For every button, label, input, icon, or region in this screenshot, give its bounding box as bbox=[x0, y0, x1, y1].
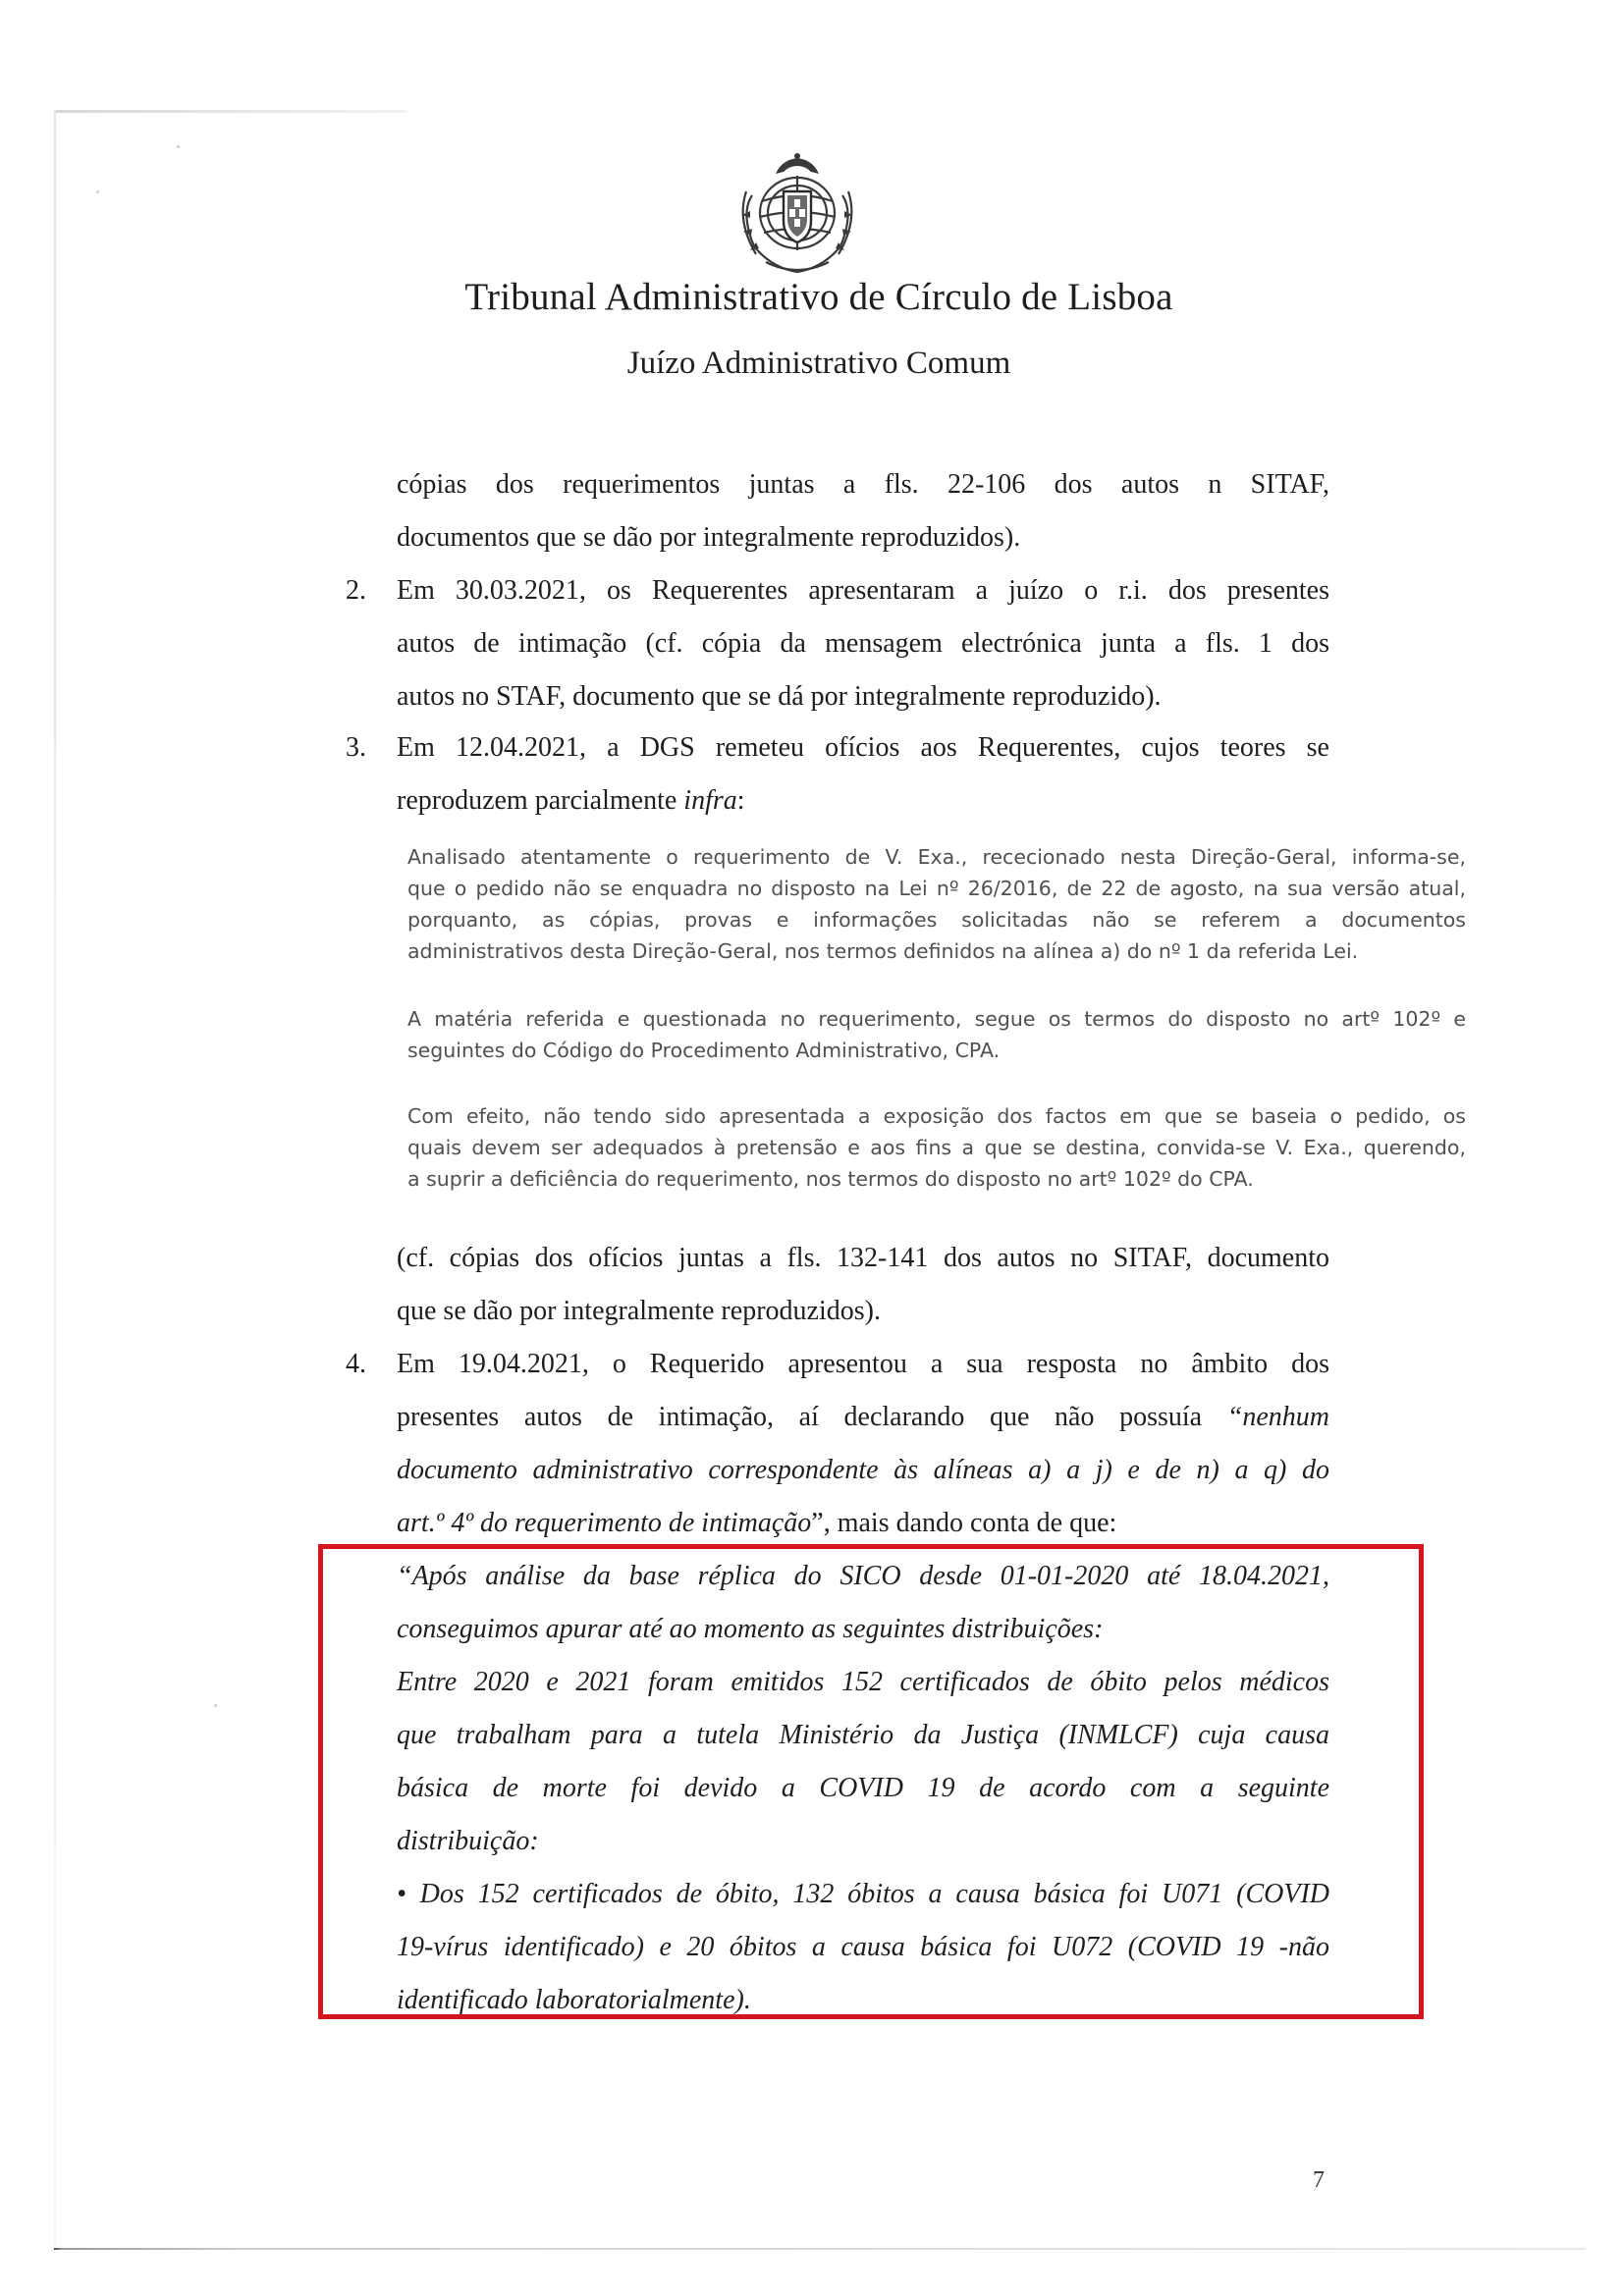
paragraph-line: documento administrativo correspondente às alíneas a) a j) e de n) a q) do bbox=[397, 1455, 1329, 1485]
text-run: : bbox=[736, 785, 745, 816]
scan-speck bbox=[96, 190, 99, 193]
highlighted-quote-line: Entre 2020 e 2021 foram emitidos 152 certificados de óbito pelos médicos bbox=[397, 1667, 1329, 1697]
quote-line: porquanto, as cópias, provas e informações solicitadas não se referem a documentos bbox=[407, 908, 1466, 932]
paragraph-line: autos no STAF, documento que se dá por integralmente reproduzido). bbox=[397, 681, 1162, 712]
quote-line: seguintes do Código do Procedimento Administrativo, CPA. bbox=[407, 1039, 1001, 1062]
highlighted-quote-line: conseguimos apurar até ao momento as seguintes distribuições: bbox=[397, 1614, 1104, 1644]
paragraph-line bbox=[397, 781, 1329, 821]
text-run: ”, mais dando conta de que: bbox=[811, 1508, 1117, 1538]
paragraph-line: Em 19.04.2021, o Requerido apresentou a sua resposta no âmbito dos bbox=[397, 1349, 1329, 1379]
paragraph-line: autos de intimação (cf. cópia da mensagem electrónica junta a fls. 1 dos bbox=[397, 628, 1329, 659]
text-run-italic: art.º 4º do requerimento de intimação bbox=[397, 1508, 812, 1538]
highlighted-quote-line: 19-vírus identificado) e 20 óbitos a causa básica foi U072 (COVID 19 -não bbox=[397, 1932, 1329, 1962]
quote-line: que o pedido não se enquadra no disposto na Lei nº 26/2016, de 22 de agosto, na sua versão atual, bbox=[407, 877, 1466, 900]
highlighted-quote-line: que trabalham para a tutela Ministério da Justiça (INMLCF) cuja causa bbox=[397, 1720, 1329, 1750]
scan-speck bbox=[177, 145, 180, 148]
paragraph-line: Em 30.03.2021, os Requerentes apresentaram a juízo o r.i. dos presentes bbox=[397, 575, 1329, 606]
quote-line: A matéria referida e questionada no requerimento, segue os termos do disposto no artº 102º e bbox=[407, 1007, 1466, 1031]
text-run: reproduzem parcialmente bbox=[397, 785, 684, 816]
paragraph-line: que se dão por integralmente reproduzidos). bbox=[397, 1296, 881, 1326]
paragraph-line: Em 12.04.2021, a DGS remeteu ofícios aos Requerentes, cujos teores se bbox=[397, 732, 1329, 763]
highlight-box bbox=[318, 1544, 1424, 2019]
paragraph-line bbox=[397, 1398, 1329, 1437]
list-number: 4. bbox=[346, 1349, 366, 1379]
quote-line: a suprir a deficiência do requerimento, nos termos do disposto no artº 102º do CPA. bbox=[407, 1167, 1254, 1191]
paragraph-line: documentos que se dão por integralmente reproduzidos). bbox=[397, 522, 1021, 553]
scan-edge-left bbox=[54, 110, 56, 2250]
highlighted-quote-line: identificado laboratorialmente). bbox=[397, 1985, 751, 2015]
quote-line: Com efeito, não tendo sido apresentada a exposição dos factos em que se baseia o pedido, os bbox=[407, 1104, 1466, 1128]
highlighted-quote-line: • Dos 152 certificados de óbito, 132 óbitos a causa básica foi U071 (COVID bbox=[397, 1879, 1329, 1909]
paragraph-line bbox=[397, 1504, 1329, 1543]
list-number: 3. bbox=[346, 732, 366, 763]
highlighted-quote-line: básica de morte foi devido a COVID 19 de acordo com a seguinte bbox=[397, 1773, 1329, 1803]
quote-line: Analisado atentamente o requerimento de V. Exa., rececionado nesta Direção-Geral, informa-se, bbox=[407, 845, 1466, 869]
highlighted-quote-line: “Após análise da base réplica do SICO desde 01-01-2020 até 18.04.2021, bbox=[397, 1561, 1329, 1591]
list-number: 2. bbox=[346, 575, 366, 606]
court-subtitle: Juízo Administrativo Comum bbox=[626, 346, 1011, 381]
text-run-italic: infra bbox=[683, 785, 737, 816]
scan-speck bbox=[214, 1704, 217, 1707]
coat-of-arms-icon bbox=[732, 152, 862, 280]
court-title: Tribunal Administrativo de Círculo de Lisboa bbox=[464, 276, 1173, 318]
paragraph-line: cópias dos requerimentos juntas a fls. 22-106 dos autos n SITAF, bbox=[397, 469, 1329, 500]
page-number: 7 bbox=[1313, 2167, 1325, 2193]
text-run: presentes autos de intimação, aí declarando que não possuía bbox=[397, 1402, 1227, 1432]
scan-edge-top bbox=[54, 110, 407, 113]
text-run-italic: “nenhum bbox=[1226, 1402, 1329, 1432]
quote-line: quais devem ser adequados à pretensão e aos fins a que se destina, convida-se V. Exa., querendo, bbox=[407, 1136, 1466, 1159]
highlighted-quote-line: distribuição: bbox=[397, 1826, 539, 1856]
paragraph-line: (cf. cópias dos ofícios juntas a fls. 132-141 dos autos no SITAF, documento bbox=[397, 1243, 1329, 1273]
quote-line: administrativos desta Direção-Geral, nos termos definidos na alínea a) do nº 1 da referida Lei. bbox=[407, 939, 1359, 963]
scan-edge-bottom bbox=[54, 2248, 1586, 2250]
